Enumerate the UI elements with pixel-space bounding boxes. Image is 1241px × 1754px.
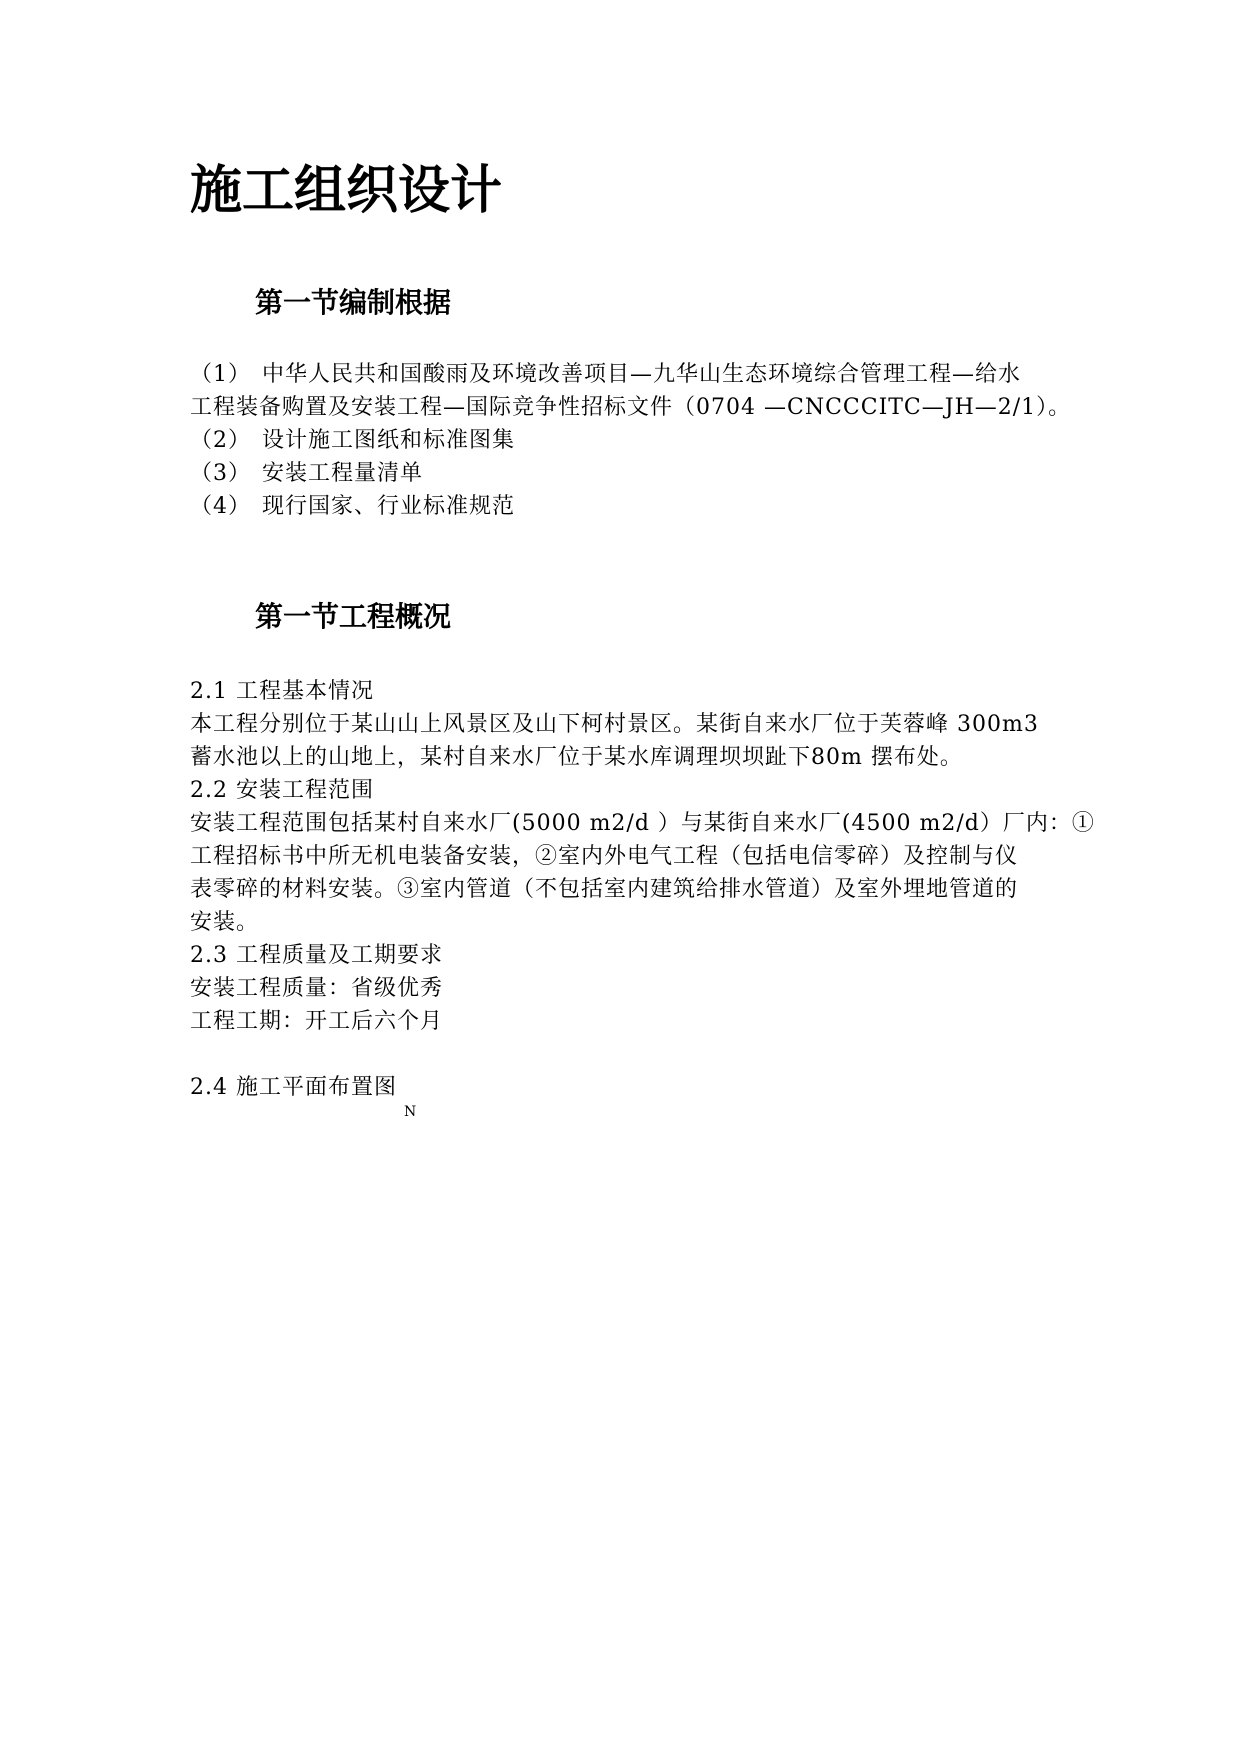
list-item [190,490,1060,523]
list-item-number: （2） [190,428,251,453]
subsection-title: 2.1 工程基本情况 [190,679,374,704]
list-item-continuation: 工程装备购置及安装工程—国际竞争性招标文件（0704 —CNCCCITC—JH—2/1）。 [190,395,1072,420]
paragraph-line: 安装工程质量：省级优秀 [190,976,444,1001]
subsection-title: 2.3 工程质量及工期要求 [190,943,443,968]
list-item [190,424,1060,457]
list-item-text: 现行国家、行业标准规范 [262,494,516,519]
list-item-text: 设计施工图纸和标准图集 [262,428,516,453]
list-item-number: （3） [190,461,251,486]
paragraph-line: 表零碎的材料安装。③室内管道（不包括室内建筑给排水管道）及室外埋地管道的 [190,877,1019,902]
paragraph-line: 安装。 [190,910,260,935]
list-item-text: 中华人民共和国酸雨及环境改善项目—九华山生态环境综合管理工程—给水 [262,362,1022,387]
list-item [190,358,1060,391]
subsection-title: 2.4 施工平面布置图 [190,1075,397,1100]
paragraph-line: 本工程分别位于某山山上风景区及山下柯村景区。某街自来水厂位于芙蓉峰 300m3 [190,712,1039,737]
section-heading-overview: 第一节工程概况 [255,600,452,633]
paragraph-line: 蓄水池以上的山地上，某村自来水厂位于某水库调理坝坝趾下80m 摆布处。 [190,745,963,770]
list-item [190,457,1060,490]
subsection-title: 2.2 安装工程范围 [190,778,374,803]
list-item-number: （1） [190,362,251,387]
blank-line [190,1038,1060,1071]
paragraph-line: 工程工期：开工后六个月 [190,1009,444,1034]
paragraph-line: 工程招标书中所无机电装备安装，②室内外电气工程（包括电信零碎）及控制与仪 [190,844,1019,869]
document-title: 施工组织设计 [190,160,503,221]
section-heading-basis: 第一节编制根据 [255,286,452,319]
north-arrow-label: N [404,1104,417,1120]
overview-body [190,675,1095,1104]
list-item-number: （4） [190,494,251,519]
paragraph-line: 安装工程范围包括某村自来水厂(5000 m2/d ）与某街自来水厂(4500 m2/d）厂内：① [190,811,1095,836]
basis-list [190,358,1072,523]
list-item-text: 安装工程量清单 [262,461,424,486]
